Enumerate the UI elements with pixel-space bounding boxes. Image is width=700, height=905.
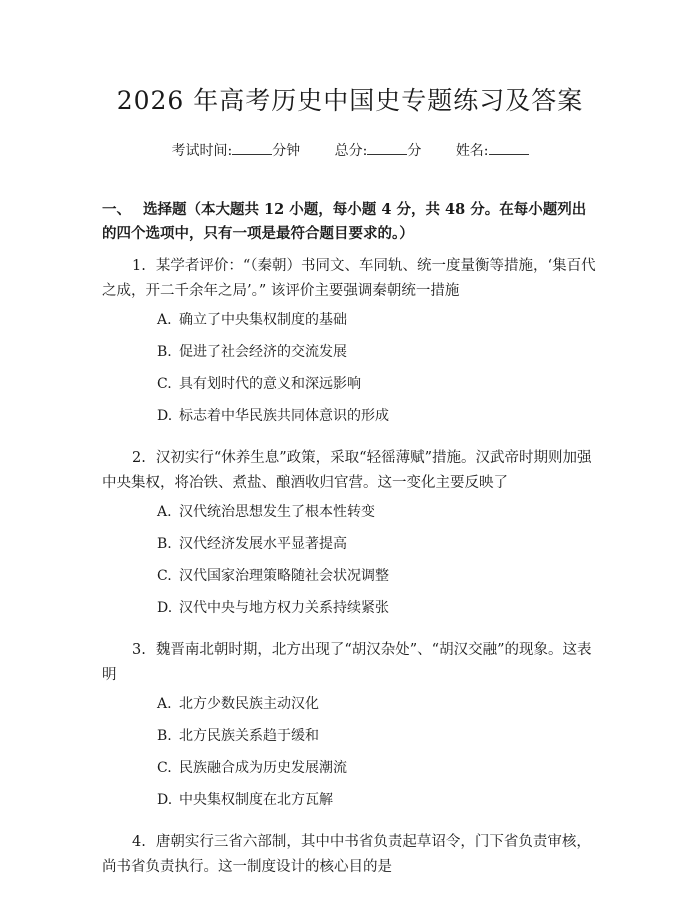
option-letter: C. (157, 760, 172, 776)
document-title: 2026 年高考历史中国史专题练习及答案 (116, 86, 584, 115)
time-label: 考试时间: (171, 143, 233, 159)
option-b (102, 726, 598, 758)
option-b (102, 342, 598, 374)
option-text: 民族融合成为历史发展潮流 (179, 760, 347, 776)
question-stem (102, 830, 598, 880)
option-text: 促进了社会经济的交流发展 (179, 344, 347, 360)
option-list (102, 694, 598, 822)
option-c (102, 566, 598, 598)
option-text: 具有划时代的意义和深远影响 (179, 376, 361, 392)
score-unit: 分 (407, 143, 422, 159)
option-text: 中央集权制度在北方瓦解 (179, 792, 333, 808)
question-number: 1. (132, 258, 146, 274)
question-stem (102, 254, 598, 304)
question-2 (102, 446, 598, 630)
option-text: 北方少数民族主动汉化 (179, 696, 319, 712)
question-stem (102, 446, 598, 496)
question-text: 某学者评价：“（秦朝）书同文、车同轨、统一度量衡等措施，‘集百代之成，开二千余年之局’。” 该评价主要强调秦朝统一措施 (102, 258, 596, 299)
option-text: 汉代国家治理策略随社会状况调整 (179, 568, 389, 584)
option-text: 北方民族关系趋于缓和 (179, 728, 319, 744)
option-letter: B. (157, 536, 172, 552)
question-list (102, 254, 598, 880)
option-letter: C. (157, 376, 172, 392)
option-d (102, 790, 598, 822)
option-d (102, 406, 598, 438)
option-letter: A. (157, 696, 172, 712)
time-field (171, 143, 304, 159)
question-1 (102, 254, 598, 438)
section-header (102, 198, 598, 246)
option-letter: D. (157, 600, 173, 616)
option-letter: C. (157, 568, 172, 584)
option-c (102, 374, 598, 406)
option-text: 确立了中央集权制度的基础 (179, 312, 347, 328)
section-number: 一、 (102, 201, 131, 218)
option-a (102, 502, 598, 534)
question-text: 唐朝实行三省六部制，其中中书省负责起草诏令，门下省负责审核，尚书省负责执行。这一制度设计的核心目的是 (102, 834, 591, 875)
score-blank (367, 141, 407, 155)
section-text: 选择题（本大题共 12 小题，每小题 4 分，共 48 分。在每小题列出的四个选项中，只有一项是最符合题目要求的。） (102, 201, 587, 242)
option-a (102, 694, 598, 726)
option-a (102, 310, 598, 342)
option-letter: A. (157, 504, 172, 520)
exam-info-line (102, 141, 598, 161)
time-blank (232, 141, 272, 155)
time-unit: 分钟 (272, 143, 301, 159)
question-text: 魏晋南北朝时期，北方出现了“胡汉杂处”、“胡汉交融”的现象。这表明 (102, 642, 592, 683)
question-number: 3. (132, 642, 146, 658)
option-b (102, 534, 598, 566)
option-letter: B. (157, 344, 172, 360)
question-stem (102, 638, 598, 688)
option-letter: A. (157, 312, 172, 328)
score-label: 总分: (334, 143, 368, 159)
option-text: 汉代统治思想发生了根本性转变 (179, 504, 375, 520)
name-blank (489, 141, 529, 155)
question-3 (102, 638, 598, 822)
option-text: 标志着中华民族共同体意识的形成 (179, 408, 389, 424)
option-d (102, 598, 598, 630)
option-text: 汉代中央与地方权力关系持续紧张 (179, 600, 389, 616)
question-number: 2. (132, 450, 146, 466)
option-list (102, 310, 598, 438)
question-number: 4. (132, 834, 146, 850)
name-field (456, 143, 529, 159)
question-4 (102, 830, 598, 880)
option-list (102, 502, 598, 630)
option-c (102, 758, 598, 790)
option-text: 汉代经济发展水平显著提高 (179, 536, 347, 552)
question-text: 汉初实行“休养生息”政策，采取“轻徭薄赋”措施。汉武帝时期则加强中央集权，将冶铁、煮盐、酿酒收归官营。这一变化主要反映了 (102, 450, 592, 491)
option-letter: D. (157, 792, 173, 808)
option-letter: B. (157, 728, 172, 744)
option-letter: D. (157, 408, 173, 424)
name-label: 姓名: (455, 143, 489, 159)
score-field (335, 143, 426, 159)
